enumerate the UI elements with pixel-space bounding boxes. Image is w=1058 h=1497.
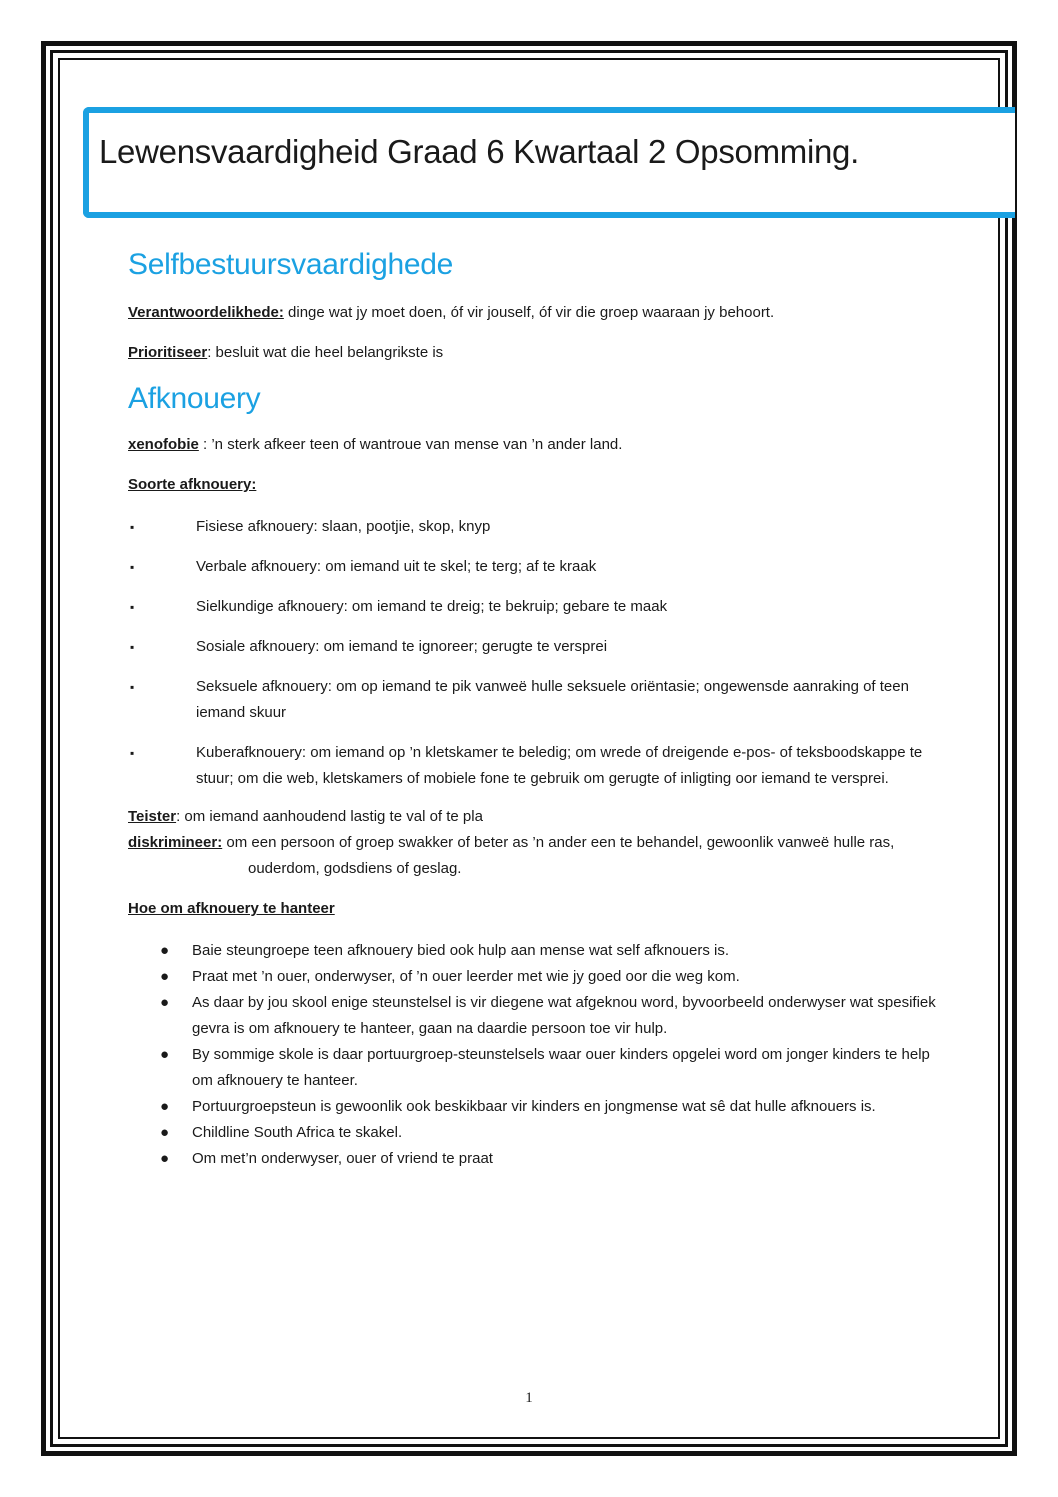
list-item-text: Verbale afknouery: om iemand uit te skel; te terg; af te kraak <box>196 558 597 575</box>
section-heading-afknouery: Afknouery <box>128 382 261 415</box>
dot-bullet-icon: ● <box>160 942 170 959</box>
dot-bullet-icon: ● <box>160 1046 170 1063</box>
document-content <box>128 248 948 1172</box>
list-item <box>128 514 948 540</box>
dot-bullet-icon: ● <box>160 1124 170 1141</box>
definition-text: : om iemand aanhoudend lastig te val of te pla <box>176 808 483 825</box>
list-item <box>128 594 948 620</box>
subheading-soorte <box>128 472 948 498</box>
definition-text: : ’n sterk afkeer teen of wantroue van mense van ’n ander land. <box>198 436 623 453</box>
list-item <box>128 990 948 1042</box>
list-item-text: Sosiale afknouery: om iemand te ignoreer; gerugte te versprei <box>196 638 608 655</box>
square-bullet-icon: ▪ <box>130 560 135 574</box>
list-item <box>128 938 948 964</box>
list-item-text: Childline South Africa te skakel. <box>192 1124 403 1141</box>
term-diskrimineer: diskrimineer: <box>128 834 223 851</box>
list-item-text: As daar by jou skool enige steunstelsel is vir diegene wat afgeknou word, byvoorbeeld onderwyser wat spesifiek gevra is om afknouery te hanteer, gaan na daardie persoon toe vir hulp. <box>192 994 936 1037</box>
list-item <box>128 634 948 660</box>
list-item-text: Om met’n onderwyser, ouer of vriend te praat <box>192 1150 493 1167</box>
term-teister: Teister <box>128 808 177 825</box>
term-xenofobie: xenofobie <box>128 436 199 453</box>
title-box <box>83 107 1015 218</box>
dot-bullet-icon: ● <box>160 994 170 1011</box>
definition-text: : besluit wat die heel belangrikste is <box>207 344 444 361</box>
square-bullet-icon: ▪ <box>130 746 135 760</box>
list-item <box>128 1094 948 1120</box>
square-bullet-icon: ▪ <box>130 680 135 694</box>
definition-xenofobie <box>128 432 948 458</box>
definition-teister <box>128 804 948 830</box>
list-item <box>128 554 948 580</box>
definition-diskrimineer <box>128 830 948 882</box>
list-item <box>128 964 948 990</box>
list-item-text: Kuberafknouery: om iemand op ’n kletskamer te beledig; om wrede of dreigende e-pos- of teksboodskappe te stuur; om die web, kletskamers of mobiele fone te gebruik om gerugte of inligting oor iemand te versprei. <box>196 744 923 787</box>
term-verantwoordelikhede: Verantwoordelikhede: <box>128 304 284 321</box>
list-item-text: Portuurgroepsteun is gewoonlik ook beskikbaar vir kinders en jongmense wat sê dat hulle afknouers is. <box>192 1098 876 1115</box>
document-title: Lewensvaardigheid Graad 6 Kwartaal 2 Opsomming. <box>99 133 859 170</box>
definition-verantwoordelikhede <box>128 300 948 326</box>
list-item-text: Sielkundige afknouery: om iemand te dreig; te bekruip; gebare te maak <box>196 598 668 615</box>
list-item <box>128 1120 948 1146</box>
list-item <box>128 1146 948 1172</box>
section-heading-selfbestuur: Selfbestuursvaardighede <box>128 248 453 281</box>
list-item <box>128 740 948 792</box>
definition-prioritiseer <box>128 340 948 366</box>
list-item-text: Seksuele afknouery: om op iemand te pik vanweë hulle seksuele oriëntasie; ongewensde aanraking of teen iemand skuur <box>196 678 909 721</box>
list-item-text: By sommige skole is daar portuurgroep-steunstelsels waar ouer kinders opgelei word om jonger kinders te help om afknouery te hanteer. <box>192 1046 930 1089</box>
square-bullet-icon: ▪ <box>130 600 135 614</box>
hanteer-list <box>128 938 948 1172</box>
page-number: 1 <box>525 1390 533 1406</box>
dot-bullet-icon: ● <box>160 1098 170 1115</box>
subheading-hanteer <box>128 896 948 922</box>
list-item-text: Baie steungroepe teen afknouery bied ook hulp aan mense wat self afknouers is. <box>192 942 730 959</box>
dot-bullet-icon: ● <box>160 968 170 985</box>
dot-bullet-icon: ● <box>160 1150 170 1167</box>
subheading-soorte-label: Soorte afknouery: <box>128 476 257 493</box>
list-item-text: Praat met ’n ouer, onderwyser, of ’n ouer leerder met wie jy goed oor die weg kom. <box>192 968 740 985</box>
list-item <box>128 674 948 726</box>
term-prioritiseer: Prioritiseer <box>128 344 208 361</box>
soorte-list <box>128 514 948 792</box>
definition-text: om een persoon of groep swakker of beter as ’n ander een te behandel, gewoonlik vanweë hulle ras, ouderdom, godsdiens of geslag. <box>222 834 895 877</box>
list-item-text: Fisiese afknouery: slaan, pootjie, skop, knyp <box>196 518 491 535</box>
square-bullet-icon: ▪ <box>130 520 135 534</box>
definition-text: dinge wat jy moet doen, óf vir jouself, óf vir die groep waaraan jy behoort. <box>283 304 775 321</box>
subheading-hanteer-label: Hoe om afknouery te hanteer <box>128 900 335 917</box>
list-item <box>128 1042 948 1094</box>
square-bullet-icon: ▪ <box>130 640 135 654</box>
